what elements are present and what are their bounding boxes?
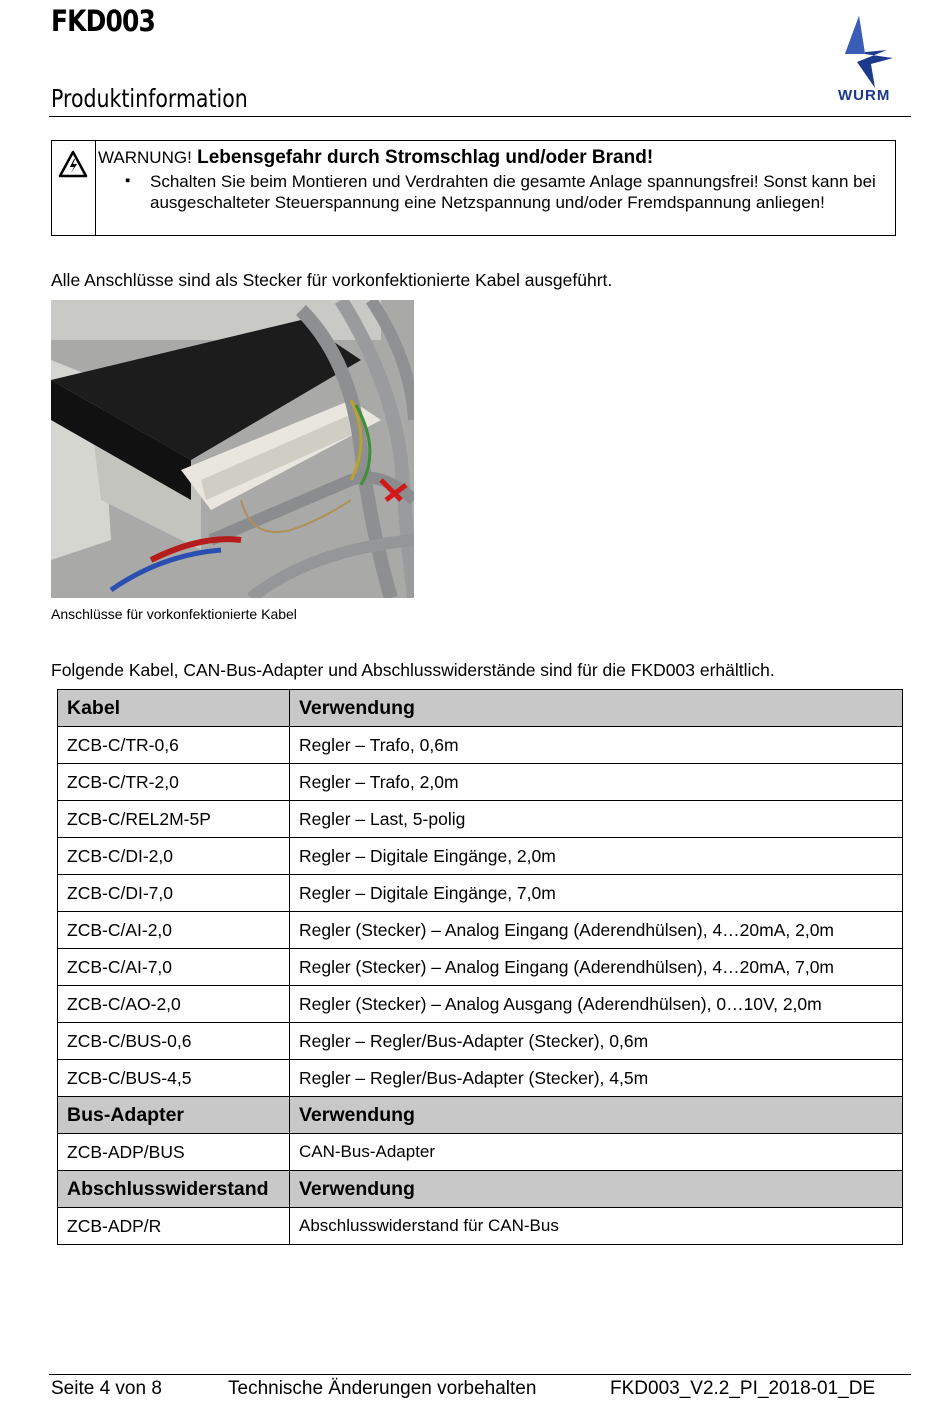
usage-cell: Regler – Last, 5-polig: [290, 801, 903, 838]
usage-cell: Regler (Stecker) – Analog Eingang (Aderendhülsen), 4…20mA, 2,0m: [290, 912, 903, 949]
warning-text: Schalten Sie beim Montieren und Verdrahten die gesamte Anlage spannungsfrei! Sonst kann bei ausgeschalteter Steuerspannung eine Netzspannung und/oder Fremdspannung anliegen!: [150, 172, 876, 212]
footer-divider: [49, 1374, 911, 1375]
table-row: [58, 1134, 903, 1171]
bullet-marker: ▪: [125, 172, 131, 189]
usage-cell: Regler – Trafo, 0,6m: [290, 727, 903, 764]
table-row: [58, 838, 903, 875]
header-cell: Verwendung: [290, 1171, 903, 1208]
usage-cell: Regler (Stecker) – Analog Ausgang (Aderendhülsen), 0…10V, 2,0m: [290, 986, 903, 1023]
part-number-cell: ZCB-C/DI-2,0: [58, 838, 290, 875]
table-row: [58, 1023, 903, 1060]
table-section-header: [58, 1171, 903, 1208]
page-number: Seite 4 von 8: [51, 1378, 162, 1399]
table-row: [58, 727, 903, 764]
table-row: [58, 801, 903, 838]
part-number-cell: ZCB-C/DI-7,0: [58, 875, 290, 912]
table-row: [58, 912, 903, 949]
logo-text: WURM: [838, 87, 891, 104]
document-title: FKD003: [51, 4, 155, 38]
usage-cell: Abschlusswiderstand für CAN-Bus: [290, 1208, 903, 1245]
document-id: FKD003_V2.2_PI_2018-01_DE: [610, 1378, 876, 1399]
usage-cell: CAN-Bus-Adapter: [290, 1134, 903, 1171]
figure-caption: Anschlüsse für vorkonfektionierte Kabel: [51, 606, 297, 622]
warning-message: Lebensgefahr durch Stromschlag und/oder Brand!: [197, 147, 654, 168]
part-number-cell: ZCB-C/REL2M-5P: [58, 801, 290, 838]
table-section-header: [58, 690, 903, 727]
warning-box: [51, 140, 896, 236]
table-row: [58, 986, 903, 1023]
usage-cell: Regler – Digitale Eingänge, 2,0m: [290, 838, 903, 875]
header-divider: [49, 116, 911, 117]
table-row: [58, 1060, 903, 1097]
part-number-cell: ZCB-C/BUS-0,6: [58, 1023, 290, 1060]
usage-cell: Regler (Stecker) – Analog Eingang (Aderendhülsen), 4…20mA, 7,0m: [290, 949, 903, 986]
connector-photo: [51, 300, 414, 598]
table-row: [58, 764, 903, 801]
usage-cell: Regler – Digitale Eingänge, 7,0m: [290, 875, 903, 912]
table-section-header: [58, 1097, 903, 1134]
table-row: [58, 1208, 903, 1245]
usage-cell: Regler – Trafo, 2,0m: [290, 764, 903, 801]
warning-label: WARNUNG!: [98, 148, 192, 167]
parts-table: [57, 689, 903, 1245]
part-number-cell: ZCB-C/TR-2,0: [58, 764, 290, 801]
part-number-cell: ZCB-ADP/R: [58, 1208, 290, 1245]
header-cell: Abschlusswiderstand: [58, 1171, 290, 1208]
part-number-cell: ZCB-C/BUS-4,5: [58, 1060, 290, 1097]
part-number-cell: ZCB-C/AI-7,0: [58, 949, 290, 986]
header-cell: Verwendung: [290, 1097, 903, 1134]
document-subtitle: Produktinformation: [51, 84, 248, 113]
part-number-cell: ZCB-C/AO-2,0: [58, 986, 290, 1023]
warning-triangle-icon: [58, 150, 88, 178]
table-intro: Folgende Kabel, CAN-Bus-Adapter und Abschlusswiderstände sind für die FKD003 erhältlich.: [51, 660, 775, 680]
intro-paragraph: Alle Anschlüsse sind als Stecker für vorkonfektionierte Kabel ausgeführt.: [51, 270, 613, 290]
usage-cell: Regler – Regler/Bus-Adapter (Stecker), 0,6m: [290, 1023, 903, 1060]
header-cell: Verwendung: [290, 690, 903, 727]
header-cell: Kabel: [58, 690, 290, 727]
footer-notice: Technische Änderungen vorbehalten: [228, 1378, 537, 1399]
header-cell: Bus-Adapter: [58, 1097, 290, 1134]
part-number-cell: ZCB-C/AI-2,0: [58, 912, 290, 949]
part-number-cell: ZCB-ADP/BUS: [58, 1134, 290, 1171]
usage-cell: Regler – Regler/Bus-Adapter (Stecker), 4,5m: [290, 1060, 903, 1097]
table-row: [58, 949, 903, 986]
table-row: [58, 875, 903, 912]
part-number-cell: ZCB-C/TR-0,6: [58, 727, 290, 764]
warning-heading: [98, 147, 653, 169]
warning-icon-cell: [52, 141, 96, 235]
